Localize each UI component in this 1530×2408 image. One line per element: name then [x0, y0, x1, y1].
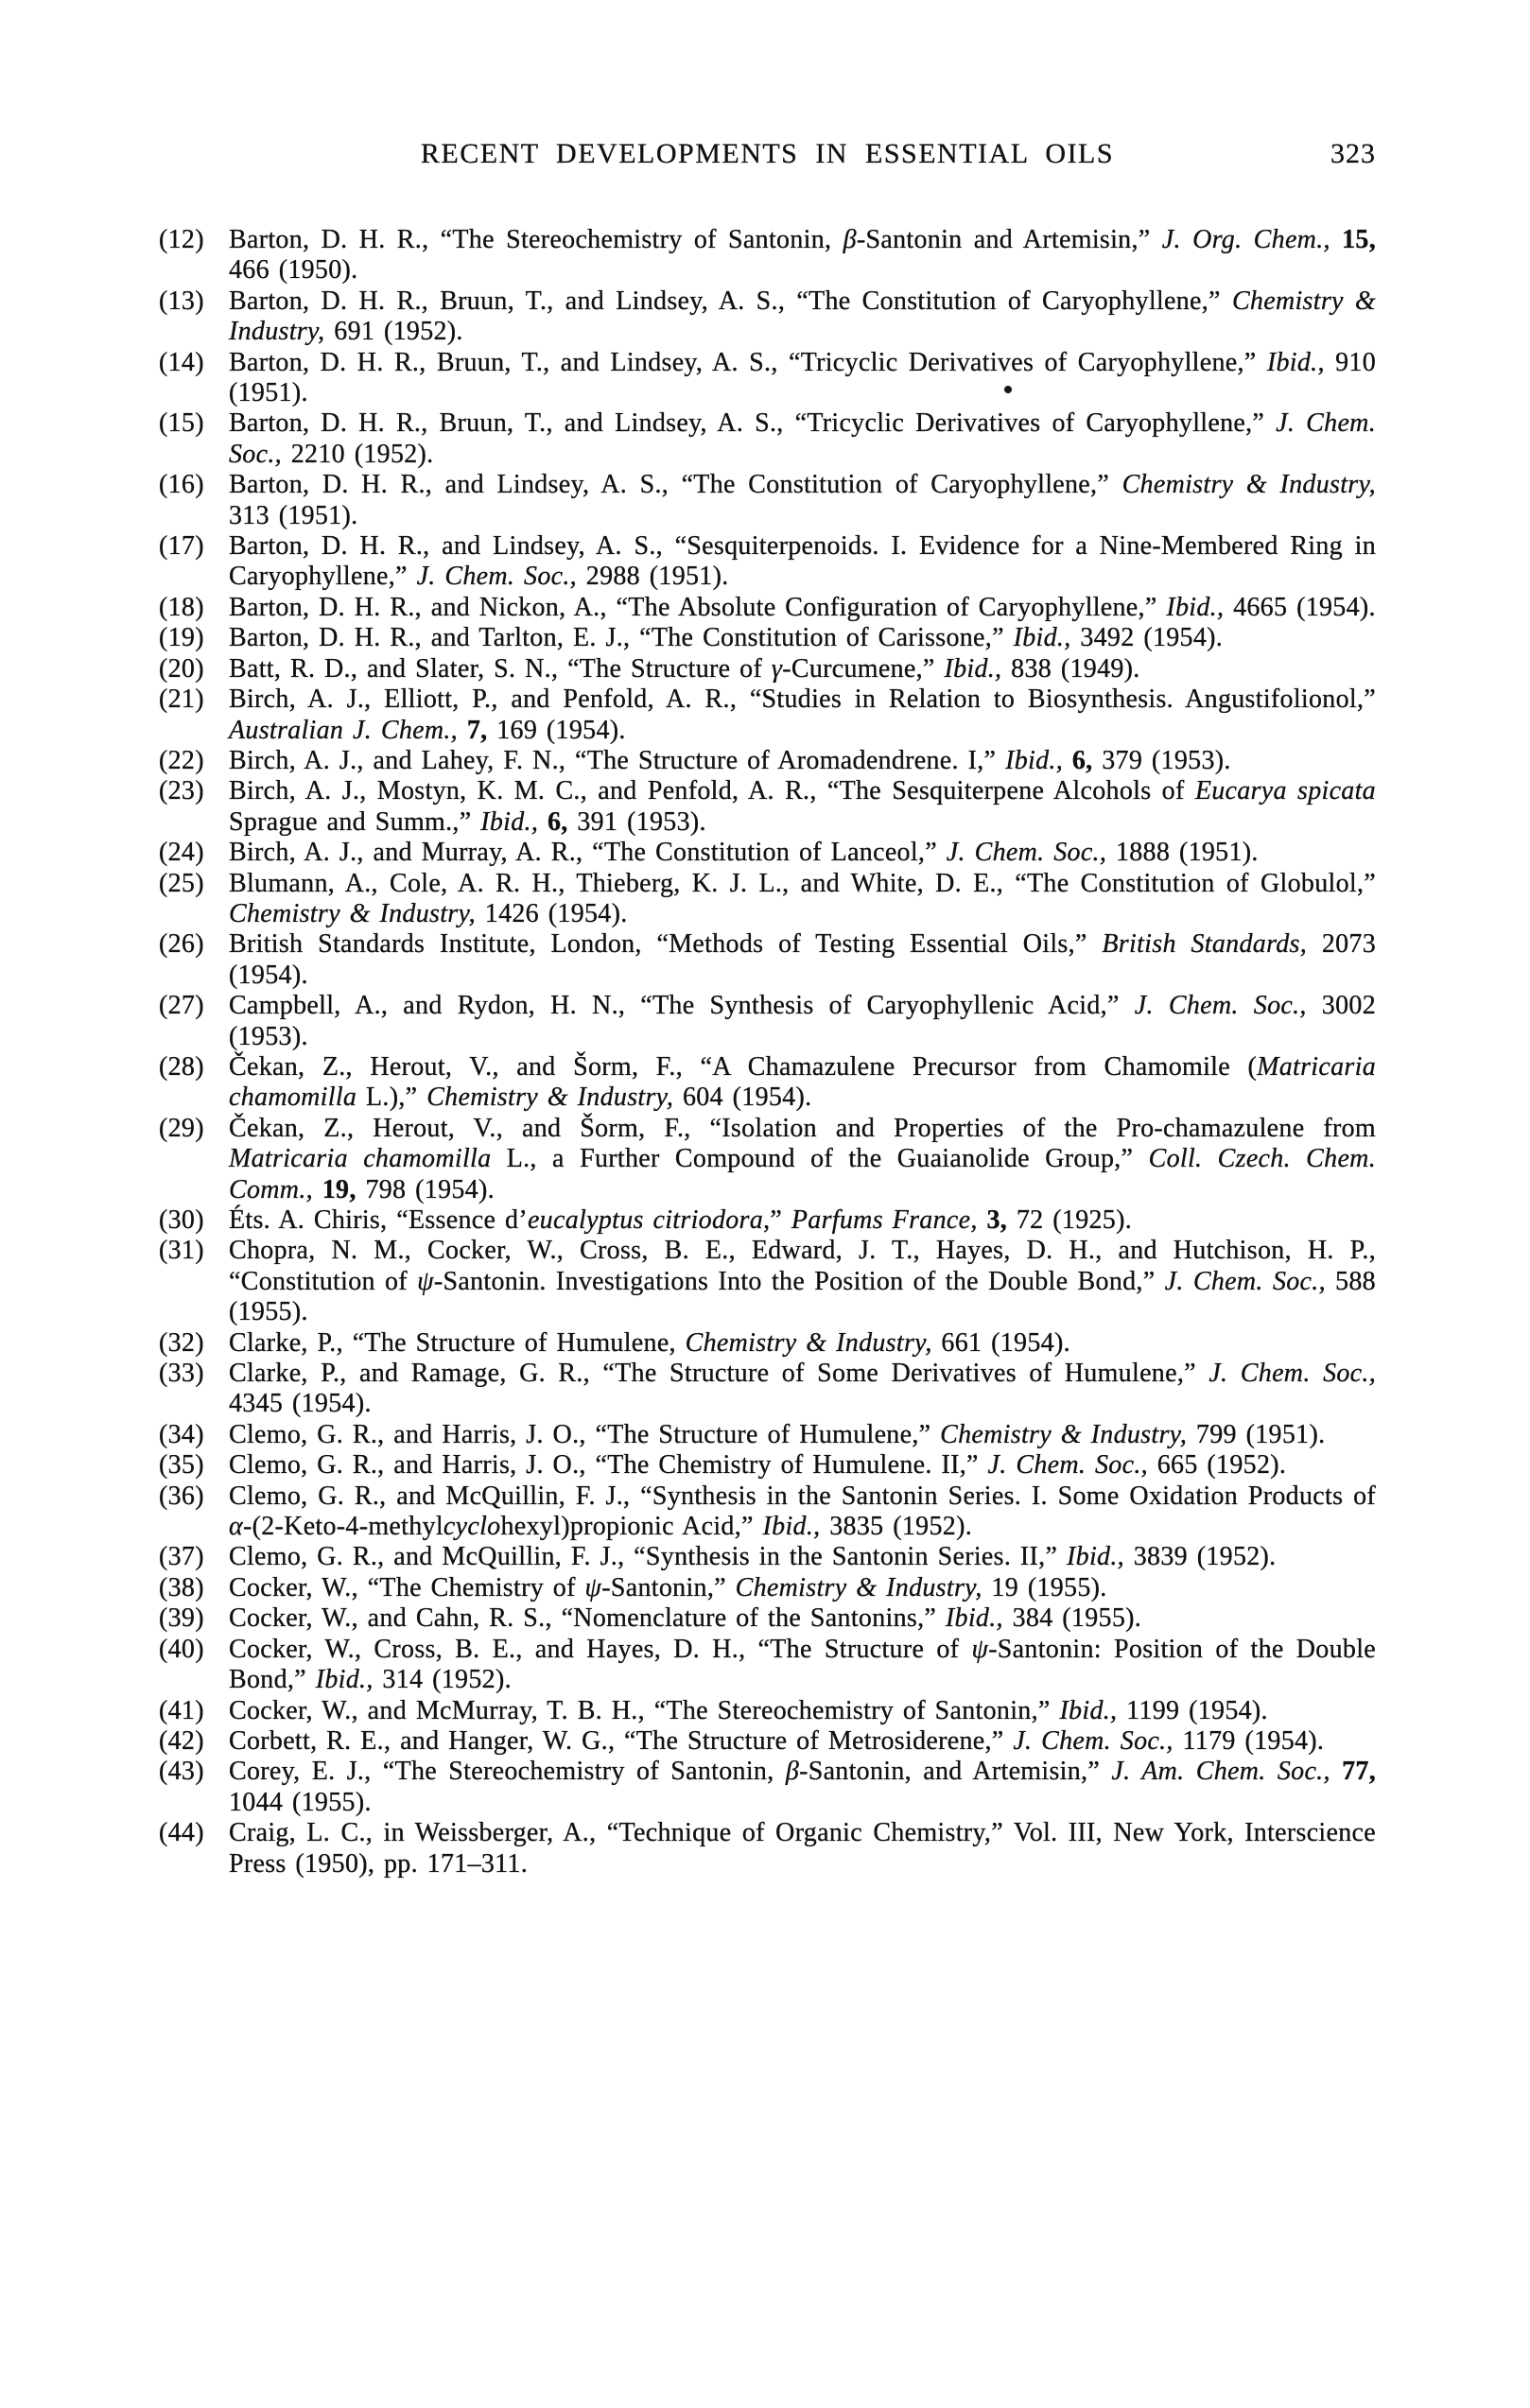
reference-item: [159, 1052, 1376, 1114]
reference-text: Barton, D. H. R., Bruun, T., and Lindsey, A. S., “The Constitution of Caryophyllene,” Chemistry & Industry, 691 (1952).: [229, 286, 1376, 347]
reference-text: Corey, E. J., “The Stereochemistry of Santonin, β-Santonin, and Artemisin,” J. Am. Chem. Soc., 77, 1044 (1955).: [229, 1757, 1377, 1817]
reference-text: Clarke, P., and Ramage, G. R., “The Structure of Some Derivatives of Humulene,” J. Chem. Soc., 4345 (1954).: [229, 1359, 1376, 1419]
reference-number: (44): [159, 1818, 204, 1848]
reference-number: (22): [159, 745, 204, 775]
reference-item: [159, 1481, 1376, 1543]
reference-number: (41): [159, 1695, 204, 1725]
reference-item: [159, 1696, 1376, 1726]
reference-item: [159, 1818, 1376, 1880]
reference-number: (27): [159, 991, 204, 1021]
reference-text: Barton, D. H. R., Bruun, T., and Lindsey, A. S., “Tricyclic Derivatives of Caryophyllene,” J. Chem. Soc., 2210 (1952).: [229, 408, 1377, 469]
running-head-title: RECENT DEVELOPMENTS IN ESSENTIAL OILS: [420, 138, 1115, 169]
reference-number: (15): [159, 408, 204, 439]
reference-text: Birch, A. J., Mostyn, K. M. C., and Penfold, A. R., “The Sesquiterpene Alcohols of Eucarya spicata Sprague and Summ.,” Ibid., 6, 391 (1953).: [229, 776, 1376, 837]
reference-number: (39): [159, 1603, 204, 1634]
reference-text: Éts. A. Chiris, “Essence d’eucalyptus citriodora,” Parfums France, 3, 72 (1925).: [229, 1205, 1133, 1235]
reference-item: [159, 1450, 1376, 1481]
reference-item: [159, 531, 1376, 593]
reference-number: (35): [159, 1450, 204, 1481]
reference-number: (43): [159, 1757, 204, 1787]
reference-item: [159, 1635, 1376, 1696]
reference-number: (32): [159, 1327, 204, 1358]
reference-item: [159, 1236, 1376, 1327]
reference-text: Barton, D. H. R., “The Stereochemistry of Santonin, β-Santonin and Artemisin,” J. Org. Chem., 15, 466 (1950).: [229, 225, 1377, 286]
reference-item: [159, 776, 1376, 838]
reference-item: [159, 1573, 1376, 1603]
reference-number: (28): [159, 1051, 204, 1082]
reference-number: (17): [159, 531, 204, 562]
reference-text: Clemo, G. R., and McQuillin, F. J., “Synthesis in the Santonin Series. I. Some Oxidation Products of α-(2-Keto-4-methylcyclohexyl)propionic Acid,” Ibid., 3835 (1952).: [229, 1481, 1376, 1542]
reference-number: (31): [159, 1236, 204, 1266]
page-header: [159, 138, 1376, 178]
reference-number: (37): [159, 1542, 204, 1572]
page-number: 323: [1330, 138, 1376, 169]
reference-text: Barton, D. H. R., and Lindsey, A. S., “The Constitution of Caryophyllene,” Chemistry & Industry, 313 (1951).: [229, 470, 1376, 530]
reference-number: (20): [159, 653, 204, 684]
reference-text: Čekan, Z., Herout, V., and Šorm, F., “Isolation and Properties of the Pro-chamazulene from Matricaria chamomilla L., a Further Compound of the Guaianolide Group,” Coll. Czech. Chem. Comm., 19, 798 (1954).: [229, 1113, 1377, 1204]
reference-item: [159, 1205, 1376, 1236]
reference-item: [159, 869, 1376, 930]
reference-item: [159, 1757, 1376, 1818]
reference-item: [159, 1420, 1376, 1450]
reference-text: Barton, D. H. R., Bruun, T., and Lindsey, A. S., “Tricyclic Derivatives of Caryophyllene,” Ibid., 910 (1951).: [229, 347, 1377, 408]
references-list: [159, 225, 1376, 1880]
reference-text: Campbell, A., and Rydon, H. N., “The Synthesis of Caryophyllenic Acid,” J. Chem. Soc., 3002 (1953).: [229, 991, 1377, 1051]
reference-number: (19): [159, 623, 204, 653]
reference-item: [159, 1328, 1376, 1359]
reference-item: [159, 746, 1376, 776]
reference-item: [159, 1114, 1376, 1205]
reference-item: [159, 991, 1376, 1052]
reference-item: [159, 654, 1376, 684]
reference-number: (16): [159, 470, 204, 500]
reference-text: Corbett, R. E., and Hanger, W. G., “The Structure of Metrosiderene,” J. Chem. Soc., 1179 (1954).: [229, 1725, 1325, 1756]
reference-item: [159, 1726, 1376, 1757]
reference-item: [159, 929, 1376, 991]
reference-text: Cocker, W., “The Chemistry of ψ-Santonin,” Chemistry & Industry, 19 (1955).: [229, 1572, 1107, 1602]
reference-text: Blumann, A., Cole, A. R. H., Thieberg, K. J. L., and White, D. E., “The Constitution of Globulol,” Chemistry & Industry, 1426 (1954).: [229, 868, 1376, 928]
reference-number: (29): [159, 1113, 204, 1143]
reference-text: Cocker, W., and McMurray, T. B. H., “The Stereochemistry of Santonin,” Ibid., 1199 (1954).: [229, 1695, 1268, 1725]
reference-number: (34): [159, 1419, 204, 1449]
reference-number: (36): [159, 1481, 204, 1511]
reference-number: (33): [159, 1359, 204, 1389]
reference-number: (30): [159, 1205, 204, 1235]
reference-item: [159, 348, 1376, 409]
reference-item: [159, 286, 1376, 348]
reference-number: (26): [159, 929, 204, 960]
reference-text: Cocker, W., Cross, B. E., and Hayes, D. H., “The Structure of ψ-Santonin: Position of the Double Bond,” Ibid., 314 (1952).: [229, 1634, 1376, 1695]
reference-text: Cocker, W., and Cahn, R. S., “Nomenclature of the Santonins,” Ibid., 384 (1955).: [229, 1603, 1142, 1634]
reference-number: (24): [159, 838, 204, 868]
reference-number: (23): [159, 776, 204, 806]
reference-text: Birch, A. J., and Lahey, F. N., “The Structure of Aromadendrene. I,” Ibid., 6, 379 (1953).: [229, 745, 1231, 775]
reference-item: [159, 593, 1376, 623]
reference-item: [159, 623, 1376, 653]
reference-item: [159, 1359, 1376, 1420]
reference-item: [159, 684, 1376, 746]
reference-text: Clemo, G. R., and McQuillin, F. J., “Synthesis in the Santonin Series. II,” Ibid., 3839 (1952).: [229, 1542, 1277, 1572]
ink-dot-artifact: [1004, 386, 1012, 393]
reference-number: (40): [159, 1634, 204, 1664]
reference-item: [159, 1603, 1376, 1634]
reference-text: Birch, A. J., Elliott, P., and Penfold, A. R., “Studies in Relation to Biosynthesis. Angustifolionol,” Australian J. Chem., 7, 169 (1954).: [229, 684, 1376, 745]
reference-text: Batt, R. D., and Slater, S. N., “The Structure of γ-Curcumene,” Ibid., 838 (1949).: [229, 653, 1140, 684]
reference-text: Craig, L. C., in Weissberger, A., “Technique of Organic Chemistry,” Vol. III, New York, Interscience Press (1950), pp. 171–311.: [229, 1818, 1376, 1879]
reference-number: (21): [159, 684, 204, 715]
reference-number: (14): [159, 347, 204, 377]
reference-number: (12): [159, 225, 204, 254]
reference-text: Barton, D. H. R., and Tarlton, E. J., “The Constitution of Carissone,” Ibid., 3492 (1954).: [229, 623, 1224, 653]
reference-item: [159, 838, 1376, 868]
reference-item: [159, 470, 1376, 531]
reference-number: (38): [159, 1572, 204, 1602]
reference-text: Birch, A. J., and Murray, A. R., “The Constitution of Lanceol,” J. Chem. Soc., 1888 (1951).: [229, 838, 1259, 868]
reference-text: Chopra, N. M., Cocker, W., Cross, B. E., Edward, J. T., Hayes, D. H., and Hutchison, H. P., “Constitution of ψ-Santonin. Investigations Into the Position of the Double Bond,” J. Chem. Soc., 588 (1955).: [229, 1236, 1376, 1327]
reference-item: [159, 1542, 1376, 1572]
reference-text: British Standards Institute, London, “Methods of Testing Essential Oils,” British Standards, 2073 (1954).: [229, 929, 1377, 990]
reference-text: Barton, D. H. R., and Nickon, A., “The Absolute Configuration of Caryophyllene,” Ibid., 4665 (1954).: [229, 592, 1376, 622]
reference-text: Barton, D. H. R., and Lindsey, A. S., “Sesquiterpenoids. I. Evidence for a Nine-Membered Ring in Caryophyllene,” J. Chem. Soc., 2988 (1951).: [229, 531, 1376, 592]
reference-item: [159, 225, 1376, 286]
reference-item: [159, 408, 1376, 470]
reference-number: (13): [159, 286, 204, 316]
reference-number: (18): [159, 592, 204, 622]
reference-text: Clemo, G. R., and Harris, J. O., “The Structure of Humulene,” Chemistry & Industry, 799 (1951).: [229, 1419, 1326, 1449]
reference-number: (25): [159, 868, 204, 898]
reference-number: (42): [159, 1725, 204, 1756]
reference-text: Clemo, G. R., and Harris, J. O., “The Chemistry of Humulene. II,” J. Chem. Soc., 665 (1952).: [229, 1450, 1287, 1481]
reference-text: Čekan, Z., Herout, V., and Šorm, F., “A Chamazulene Precursor from Chamomile (Matricaria chamomilla L.),” Chemistry & Industry, 604 (1954).: [229, 1051, 1376, 1113]
reference-text: Clarke, P., “The Structure of Humulene, Chemistry & Industry, 661 (1954).: [229, 1327, 1070, 1358]
